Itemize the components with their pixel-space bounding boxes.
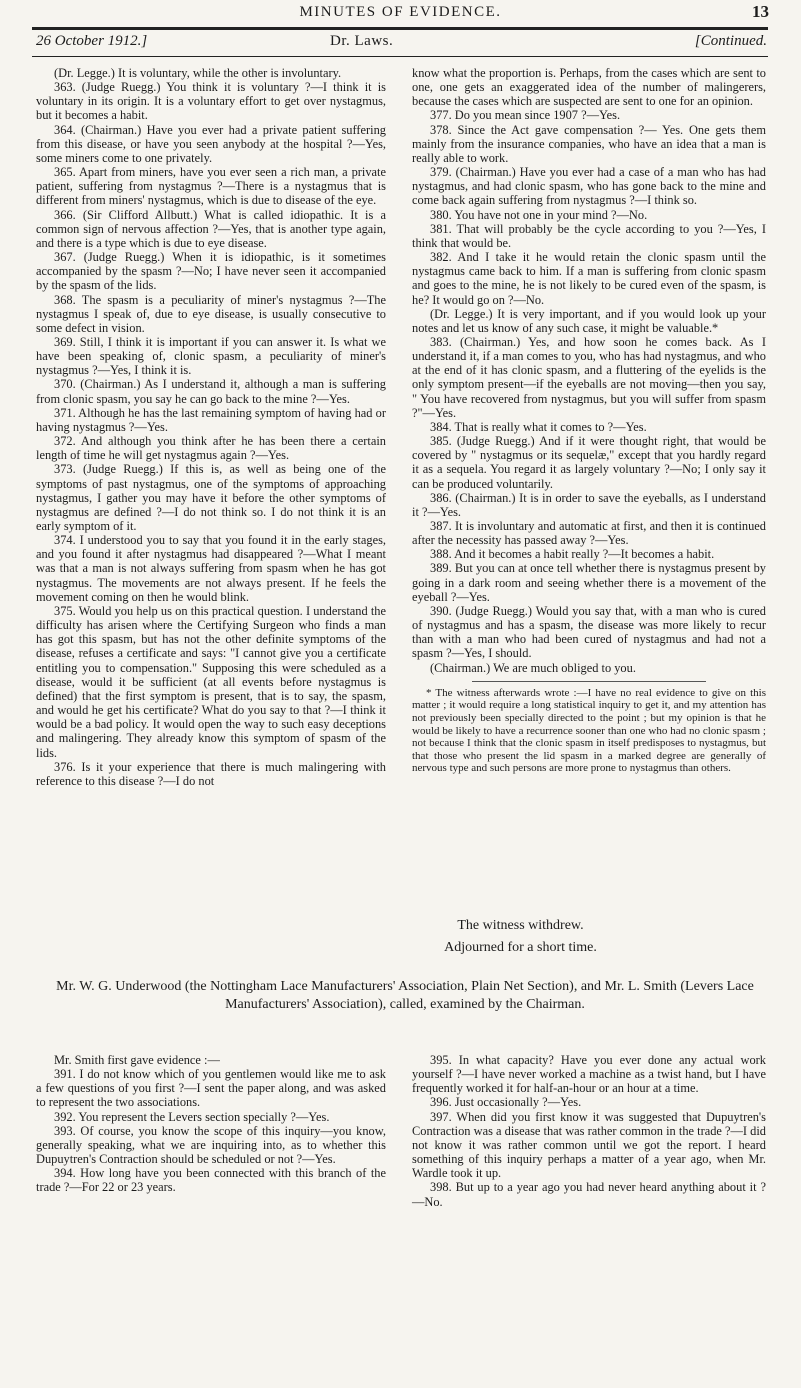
paragraph: 363. (Judge Ruegg.) You think it is voluntary ?—I think it is voluntary in its origin. It is a voluntary effort to get over nystagmus, but it becomes a habit. — [36, 80, 386, 123]
paragraph: 364. (Chairman.) Have you ever had a private patient suffering from this disease, or have you seen anybody at the hospital ?—Yes, some miners come to one privately. — [36, 122, 386, 165]
paragraph: 378. Since the Act gave compensation ?— Yes. One gets them mainly from the insurance companies, who have an idea that a man is really able to work. — [412, 122, 766, 165]
paragraph: know what the proportion is. Perhaps, from the cases which are sent to one, one gets an exaggerated idea of the number of malingerers, because the cases which are suspected are sent to one for an opinion. — [412, 66, 766, 109]
paragraph: 375. Would you help us on this practical question. I understand the difficulty has arisen where the Certifying Surgeon who finds a man has got this spasm, but has not the other definite symptoms of the disease, refuses a certificate and says: "I cannot give you a certificate entitling you to compensation." Supposing this were scheduled as a disease, would it be sufficient (at all events before nystagmus is defined) that the first symptom is present, that is to say, the spasm, and would he get his certificate? What do you say to that ?—I think it would be a bad policy. It would open the way to such easy deceptions and malingering. They already know this symptom of spasm of the lids. — [36, 603, 386, 760]
header-rule — [32, 27, 768, 30]
paragraph: 385. (Judge Ruegg.) And if it were thought right, that would be covered by " nystagmus or its sequelæ," except that you hardly regard it as a sequela. You regard it as largely voluntary ?—No; I only say it can be produced voluntarily. — [412, 434, 766, 491]
paragraph: 386. (Chairman.) It is in order to save the eyeballs, as I understand it ?—Yes. — [412, 490, 766, 519]
paragraph: 398. But up to a year ago you had never heard anything about it ?—No. — [412, 1180, 766, 1209]
paragraph: 367. (Judge Ruegg.) When it is idiopathic, is it sometimes accompanied by the spasm ?—No; I have never seen it accompanied by the spasm of the lids. — [36, 250, 386, 293]
paragraph: 383. (Chairman.) Yes, and how soon he comes back. As I understand it, if a man comes to you, who has had nystagmus, and who at the end of it has clonic spasm, and a fluttering of the eyelids is the only symptom present—if the eyeballs are not moving—then you say, " You have recovered from nystagmus, but you will suffer from spasm ?"—Yes. — [412, 334, 766, 420]
paragraph: 391. I do not know which of you gentlemen would like me to ask a few questions of you first ?—I sent the paper along, and was asked to represent the two associations. — [36, 1067, 386, 1110]
paragraph: 373. (Judge Ruegg.) If this is, as well as being one of the symptoms of past nystagmus, one of the symptoms of approaching nystagmus, I gather you may have it before the other symptoms of nystagmus are defined ?—I do not think so. I do not think it is an early symptom of it. — [36, 462, 386, 533]
paragraph: 384. That is really what it comes to ?—Yes. — [430, 419, 647, 434]
paragraph: 394. How long have you been connected with this branch of the trade ?—For 22 or 23 years. — [36, 1166, 386, 1195]
paragraph: 381. That will probably be the cycle according to you ?—Yes, I think that would be. — [412, 221, 766, 250]
subhead-rule — [32, 56, 768, 57]
column-right-upper — [412, 66, 766, 775]
paragraph: 374. I understood you to say that you found it in the early stages, and you found it after nystagmus had disappeared ?—What I meant was that a man is not always suffering from spasm when he has got nystagmus. The movements are not always present. If he feels the movement coming on then he would blink. — [36, 533, 386, 604]
column-left-upper — [36, 66, 386, 788]
witness-withdrew: The witness withdrew. — [457, 918, 584, 933]
page-number: 13 — [752, 2, 769, 21]
paragraph: 380. You have not one in your mind ?—No. — [430, 207, 648, 222]
footnote-rule — [472, 681, 706, 682]
running-head: MINUTES OF EVIDENCE. — [299, 4, 502, 20]
paragraph: 370. (Chairman.) As I understand it, although a man is suffering from clonic spasm, you say he can go back to the mine ?—Yes. — [36, 377, 386, 406]
paragraph: 388. And it becomes a habit really ?—It becomes a habit. — [430, 547, 715, 562]
paragraph: 368. The spasm is a peculiarity of miner's nystagmus ?—The nystagmus I speak of, due to eye disease, is usually consecutive to some defect in vision. — [36, 292, 386, 335]
paragraph: (Chairman.) We are much obliged to you. — [430, 660, 636, 675]
column-right-lower — [412, 1053, 766, 1209]
witness-header: Mr. W. G. Underwood (the Nottingham Lace Manufacturers' Association, Plain Net Section), and Mr. L. Smith (Levers Lace Manufacturers' Association), called, examined by the Chairman. — [56, 979, 754, 1012]
paragraph: 396. Just occasionally ?—Yes. — [430, 1095, 582, 1110]
paragraph: 372. And although you think after he has been there a certain length of time he will get nystagmus again ?—Yes. — [36, 434, 386, 463]
paragraph: (Dr. Legge.) It is voluntary, while the other is involuntary. — [54, 66, 342, 80]
footnote-text: * The witness afterwards wrote :—I have no real evidence to give on this matter ; it would require a long statistical inquiry to get it, and my attention has not previously been specially directed to the point ; but my opinion is that he would be likely to have a recurrence sooner than one who had no clonic spasm ; not because I think that the clonic spasm in itself predisposes to nystagmus, but that those who present the lid spasm in a marked degree are generally of nervous type and such persons are more prone to nystagmus than others. — [412, 686, 766, 775]
paragraph: 377. Do you mean since 1907 ?—Yes. — [430, 108, 621, 123]
paragraph: 395. In what capacity? Have you ever done any actual work yourself ?—I have never worked a machine as a twist hand, but I have frequently worked it for half-an-hour or an hour at a time. — [412, 1053, 766, 1096]
paragraph: Mr. Smith first gave evidence :— — [54, 1053, 220, 1067]
paragraph: 379. (Chairman.) Have you ever had a case of a man who has had nystagmus, and had clonic spasm, who has gone back to the mine and come back again suffering from nystagmus ?—I think so. — [412, 165, 766, 208]
paragraph: 371. Although he has the last remaining symptom of having had or having nystagmus ?—Yes. — [36, 405, 386, 434]
paragraph: 369. Still, I think it is important if you can answer it. Is what we have been speaking of, clonic spasm, a peculiarity of miner's nystagmus ?—Yes, I think it is. — [36, 334, 386, 378]
footnote — [412, 687, 766, 775]
column-left-lower — [36, 1053, 386, 1195]
paragraph: 387. It is involuntary and automatic at first, and then it is continued after the necessity has passed away ?—Yes. — [412, 519, 766, 548]
paragraph: 366. (Sir Clifford Allbutt.) What is called idiopathic. It is a common sign of nervous affection ?—Yes, that is another type again, and there is a type which is due to eye disease. — [36, 207, 386, 250]
paragraph: 365. Apart from miners, have you ever seen a rich man, a private patient, suffering from nystagmus ?—There is a nystagmus that is different from miners' nystagmus, which is due to disease of the eye. — [36, 165, 386, 208]
paragraph: 382. And I take it he would retain the clonic spasm until the nystagmus came back to him. If a man is suffering from clonic spasm and goes to the mine, he is not likely to be cured even of the spasm, is he? It would go on ?—No. — [412, 250, 766, 307]
paragraph: (Dr. Legge.) It is very important, and if you would look up your notes and let us know of any such case, it might be valuable.* — [412, 306, 766, 335]
paragraph: 397. When did you first know it was suggested that Dupuytren's Contraction was a disease that was rather common in the trade ?—I did not know it was rather common until we got the report. I heard something of this inquiry perhaps a matter of a year ago, when Mr. Wardle took it up. — [412, 1109, 766, 1181]
adjourned-note: Adjourned for a short time. — [444, 940, 597, 955]
session-date: 26 October 1912.] — [36, 33, 148, 49]
paragraph: 389. But you can at once tell whether there is nystagmus present by going in a dark room and seeing whether there is a movement of the eyeball ?—Yes. — [412, 561, 766, 604]
witness-name: Dr. Laws. — [330, 33, 394, 49]
paragraph: 393. Of course, you know the scope of this inquiry—you know, generally speaking, what we are inquiring into, as to whether this Dupuytren's Contraction should be scheduled or not ?—Yes. — [36, 1123, 386, 1167]
paragraph: 390. (Judge Ruegg.) Would you say that, with a man who is cured of nystagmus and has a spasm, the disease was more likely to recur than with a man who had been cured of nystagmus and had not a spasm ?—Yes, I should. — [412, 603, 766, 661]
continued-label: [Continued. — [694, 33, 767, 49]
paragraph: 392. You represent the Levers section specially ?—Yes. — [54, 1109, 330, 1124]
paragraph: 376. Is it your experience that there is much malingering with reference to this disease ?—I do not — [36, 759, 386, 788]
